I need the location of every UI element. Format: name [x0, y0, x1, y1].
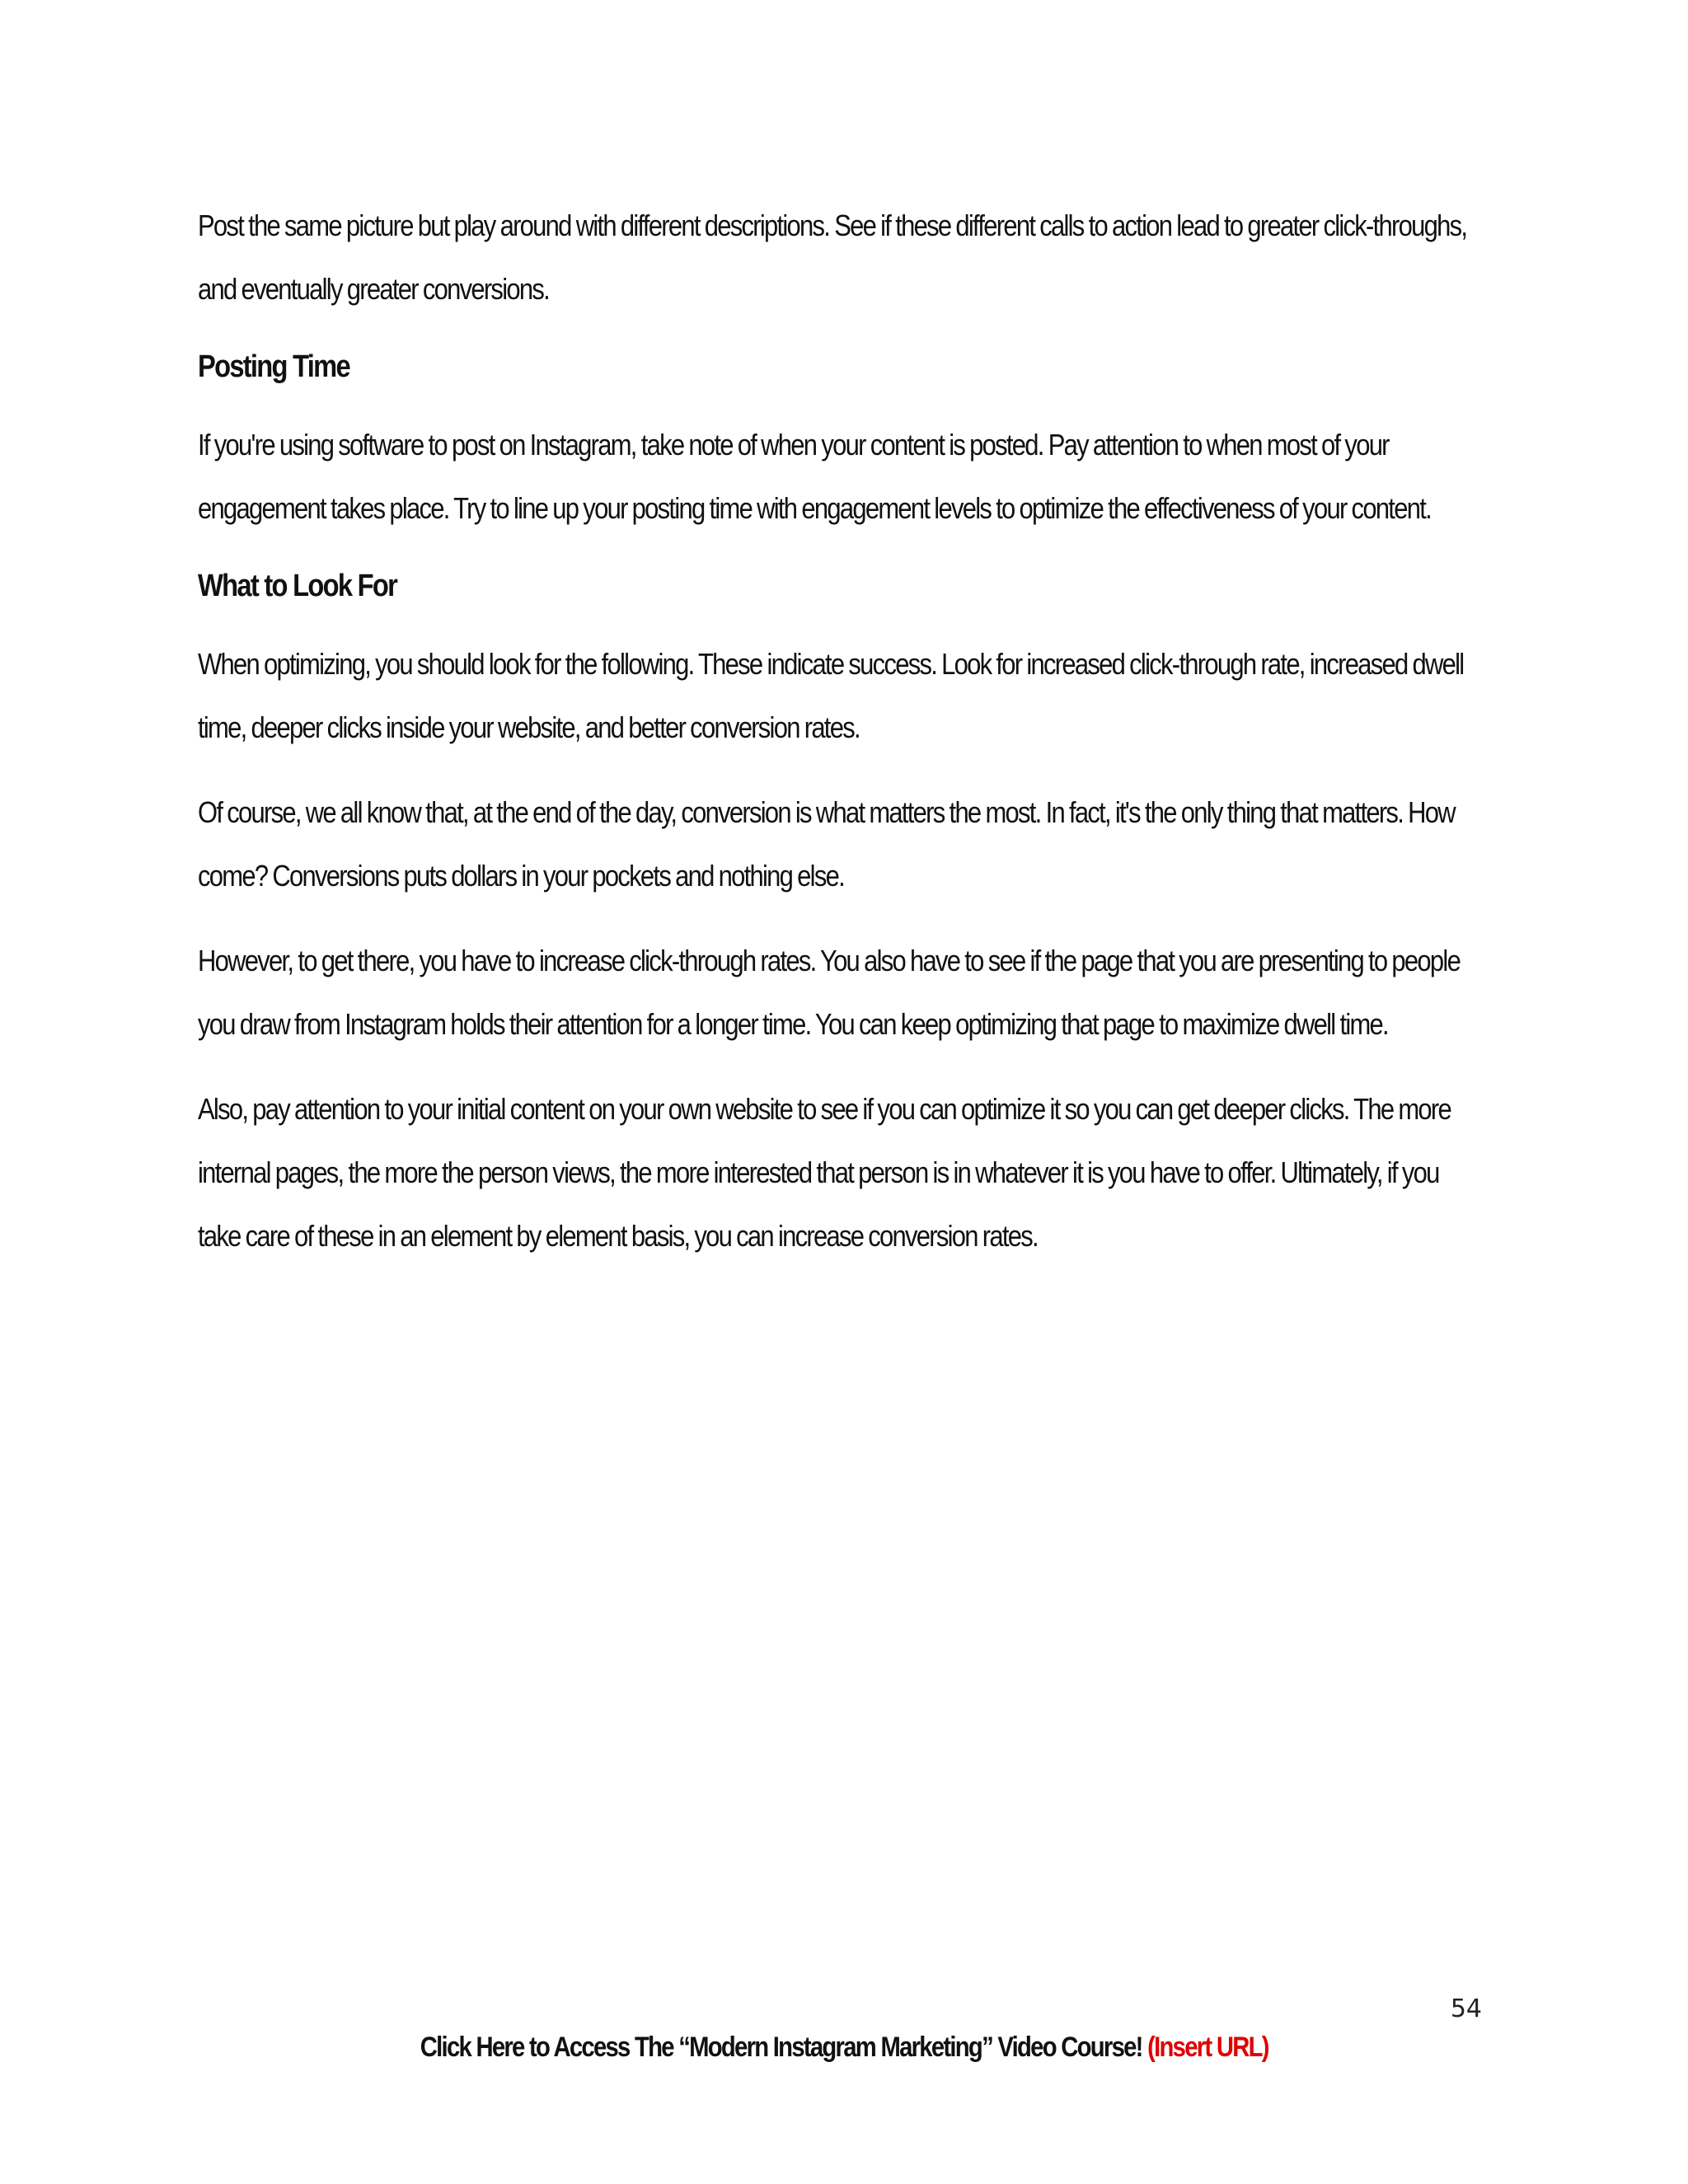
page-number: 54 — [1450, 1994, 1482, 2023]
footer — [0, 2032, 1688, 2064]
page-body — [198, 194, 1484, 1289]
paragraph-deeper-clicks: Also, pay attention to your initial content on your own website to see if you can optimize it so you can get deeper clicks. The more internal pages, the more the person views, the more interested that person is in whatever it is you have to offer. Ultimately, if you take care of these in an element by element basis, you can increase conversion rates. — [198, 1092, 1451, 1253]
heading-what-to-look-for: What to Look For — [198, 569, 397, 603]
paragraph-posting-time: If you're using software to post on Instagram, take note of when your content is posted. Pay attention to when most of your engagement takes place. Try to line up your posting time with engagement levels to optimize the effectiveness of your content. — [198, 428, 1431, 525]
heading-posting-time: Posting Time — [198, 349, 349, 384]
paragraph-click-through: However, to get there, you have to increase click-through rates. You also have to see if the page that you are presenting to people you draw from Instagram holds their attention for a longer time. You can keep optimizing that page to maximize dwell time. — [198, 944, 1461, 1041]
footer-link-text[interactable]: Click Here to Access The “Modern Instagram Marketing” Video Course! — [420, 2032, 1142, 2063]
paragraph-optimizing: When optimizing, you should look for the following. These indicate success. Look for increased click-through rate, increased dwell time, deeper clicks inside your website, and better conversion rates. — [198, 647, 1464, 744]
footer-link[interactable] — [420, 2032, 1268, 2064]
footer-url[interactable]: (Insert URL) — [1146, 2032, 1268, 2063]
paragraph-conversion: Of course, we all know that, at the end of the day, conversion is what matters the most. In fact, it's the only thing that matters. How come? Conversions puts dollars in your pockets and nothing else. — [198, 795, 1455, 893]
paragraph-intro: Post the same picture but play around with different descriptions. See if these different calls to action lead to greater click-throughs, and eventually greater conversions. — [198, 209, 1467, 306]
